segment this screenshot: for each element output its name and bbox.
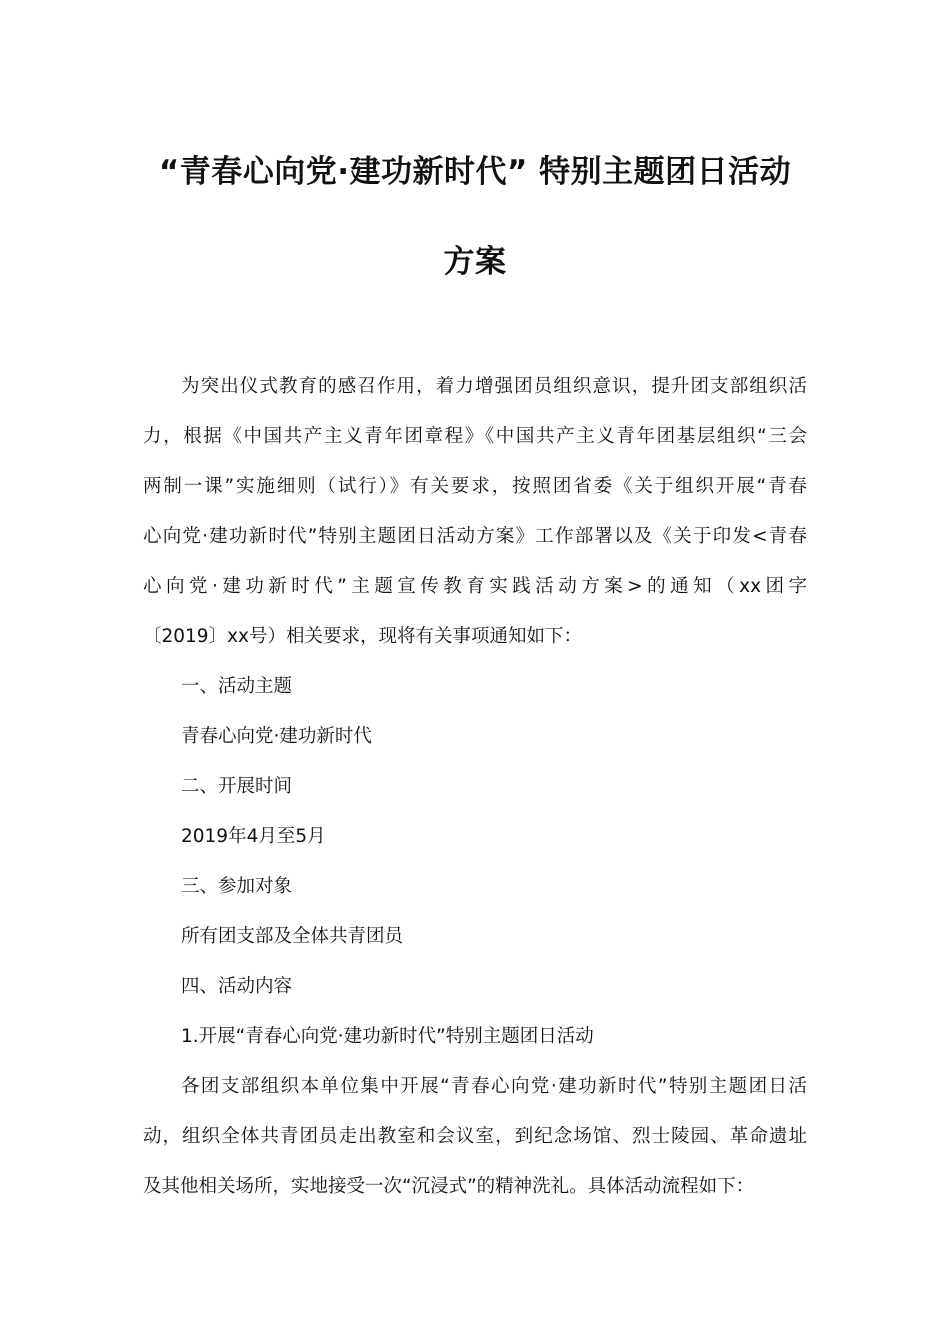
intro-line: 为突出仪式教育的感召作用，着力增强团员组织意识，提升团支部组织活 bbox=[181, 376, 807, 397]
intro-line: 心向党·建功新时代”主题宣传教育实践活动方案>的通知（xx团字 bbox=[143, 576, 807, 597]
detail-paragraph bbox=[143, 1062, 807, 1212]
section-heading-theme: 一、活动主题 bbox=[181, 676, 293, 697]
subsection-heading-activity: 1.开展“青春心向党·建功新时代”特别主题团日活动 bbox=[181, 1026, 594, 1047]
intro-line: 力，根据《中国共产主义青年团章程》《中国共产主义青年团基层组织“三会 bbox=[143, 426, 807, 447]
detail-line: 各团支部组织本单位集中开展“青春心向党·建功新时代”特别主题团日活 bbox=[181, 1076, 807, 1097]
section-text-theme: 青春心向党·建功新时代 bbox=[181, 726, 372, 747]
intro-paragraph bbox=[143, 362, 807, 662]
intro-line: 〔2019〕xx号）相关要求，现将有关事项通知如下： bbox=[143, 626, 582, 647]
document-title-line-2: 方案 bbox=[443, 244, 507, 280]
document-body bbox=[143, 362, 807, 1212]
section-heading-time: 二、开展时间 bbox=[181, 776, 293, 797]
section-text-participants: 所有团支部及全体共青团员 bbox=[181, 926, 404, 947]
intro-line: 心向党·建功新时代”特别主题团日活动方案》工作部署以及《关于印发<青春 bbox=[143, 526, 807, 547]
section-heading-participants: 三、参加对象 bbox=[181, 876, 293, 897]
detail-line: 及其他相关场所，实地接受一次“沉浸式”的精神洗礼。具体活动流程如下： bbox=[143, 1176, 755, 1197]
intro-line: 两制一课”实施细则（试行）》有关要求，按照团省委《关于组织开展“青春 bbox=[143, 476, 807, 497]
section-text-time: 2019年4月至5月 bbox=[181, 826, 326, 847]
section-heading-content: 四、活动内容 bbox=[181, 976, 293, 997]
detail-line: 动，组织全体共青团员走出教室和会议室，到纪念场馆、烈士陵园、革命遗址 bbox=[143, 1126, 807, 1147]
document-title-line-1: “青春心向党·建功新时代” 特别主题团日活动 bbox=[158, 154, 792, 190]
